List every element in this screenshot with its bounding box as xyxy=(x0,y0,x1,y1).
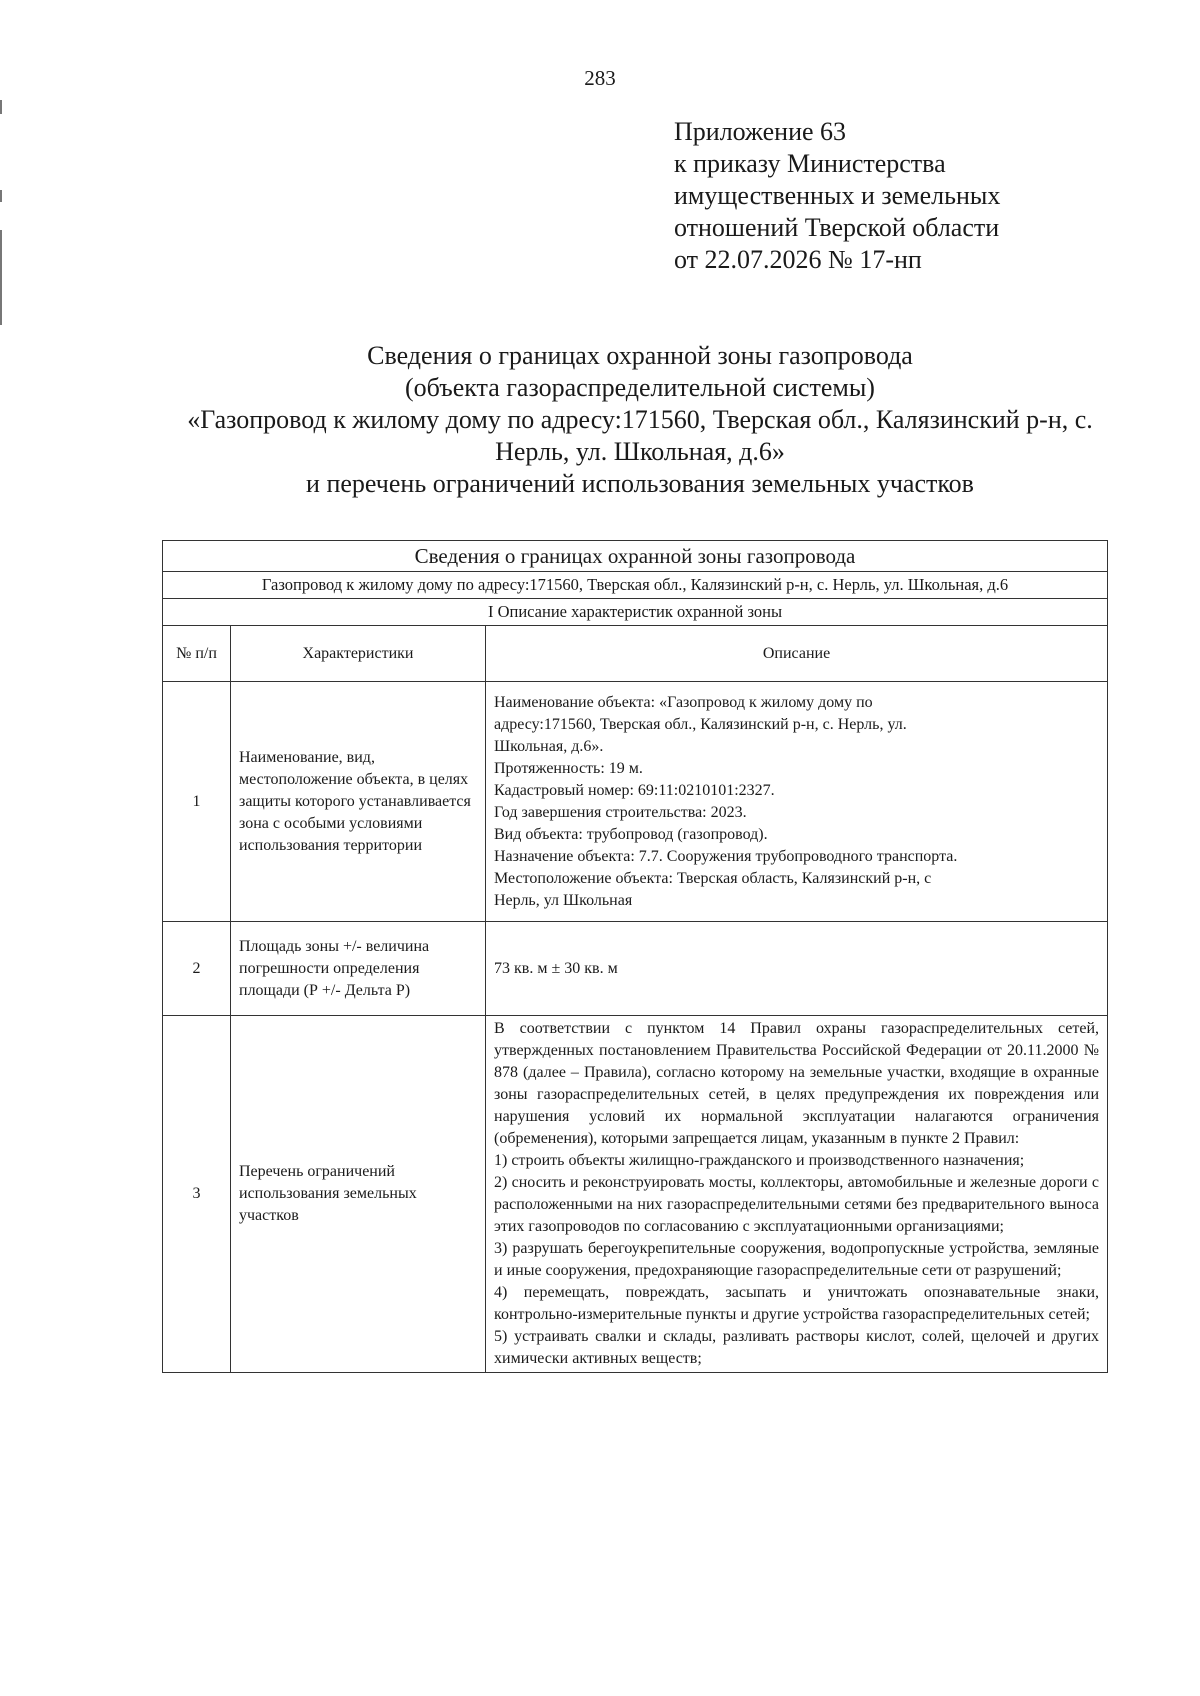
header-num: № п/п xyxy=(163,626,231,682)
appendix-line: Приложение 63 xyxy=(674,117,847,146)
row-num: 3 xyxy=(163,1016,231,1373)
description-paragraph: В соответствии с пунктом 14 Правил охраны газораспределительных сетей, утвержденных постановлением Правительства Российской Федерации от 20.11.2000 № 878 (далее – Правила), согласно которому на земельные участки, входящие в охранные зоны газораспределительных сетей, в целях предупреждения их повреждения или нарушения условий их нормальной эксплуатации налагаются ограничения (обременения), которыми запрещается лицам, указанным в пункте 2 Правил: xyxy=(494,1020,1100,1147)
scan-edge-mark xyxy=(0,100,2,114)
title-line: (объекта газораспределительной системы) xyxy=(405,373,875,402)
row-characteristic: Наименование, вид, местоположение объекта, в целях защиты которого устанавливается зона с особыми условиями использования территории xyxy=(231,682,486,922)
row-description xyxy=(486,1016,1108,1373)
section-row xyxy=(163,599,1108,626)
table-title-row xyxy=(163,541,1108,572)
description-line: Местоположение объекта: Тверская область, Калязинский р-н, с xyxy=(494,869,932,887)
appendix-line: отношений Тверской области xyxy=(674,213,1000,242)
protection-zone-table xyxy=(162,540,1108,1373)
page-number: 283 xyxy=(584,66,616,90)
table-header-row xyxy=(163,626,1108,682)
header-characteristic: Характеристики xyxy=(231,626,486,682)
appendix-line: к приказу Министерства xyxy=(674,149,946,178)
description-paragraph: 5) устраивать свалки и склады, разливать растворы кислот, солей, щелочей и других химически активных веществ; xyxy=(494,1328,1100,1367)
row-description xyxy=(486,682,1108,922)
object-name-row xyxy=(163,572,1108,599)
description-line: Нерль, ул Школьная xyxy=(494,891,633,909)
description-line: Назначение объекта: 7.7. Сооружения трубопроводного транспорта. xyxy=(494,847,958,865)
description-line: Школьная, д.6». xyxy=(494,737,604,755)
row-num: 2 xyxy=(163,922,231,1016)
object-name: Газопровод к жилому дому по адресу:171560, Тверская обл., Калязинский р-н, с. Нерль, ул. Школьная, д.6 xyxy=(163,572,1108,599)
table-title: Сведения о границах охранной зоны газопровода xyxy=(163,541,1108,572)
description-line: Вид объекта: трубопровод (газопровод). xyxy=(494,825,768,843)
description-paragraph: 3) разрушать берегоукрепительные сооружения, водопропускные устройства, земляные и иные сооружения, предохраняющие газораспределительные сети от разрушений; xyxy=(494,1240,1100,1279)
row-characteristic: Перечень ограничений использования земельных участков xyxy=(231,1016,486,1373)
description-paragraph: 2) сносить и реконструировать мосты, коллекторы, автомобильные и железные дороги с расположенными на них газораспределительными сетями без предварительного выноса этих газопроводов по согласованию с эксплуатационными организациями; xyxy=(494,1174,1100,1235)
description-paragraph: 4) перемещать, повреждать, засыпать и уничтожать опознавательные знаки, контрольно-измерительные пункты и другие устройства газораспределительных сетей; xyxy=(494,1284,1100,1323)
row-description: 73 кв. м ± 30 кв. м xyxy=(486,922,1108,1016)
table-row xyxy=(163,1016,1108,1373)
row-num: 1 xyxy=(163,682,231,922)
description-line: Кадастровый номер: 69:11:0210101:2327. xyxy=(494,781,775,799)
appendix-block xyxy=(674,116,1000,276)
table-row xyxy=(163,682,1108,922)
appendix-line: имущественных и земельных xyxy=(674,181,1001,210)
title-line: Сведения о границах охранной зоны газопровода xyxy=(367,341,913,370)
description-line: Год завершения строительства: 2023. xyxy=(494,803,747,821)
document-title xyxy=(160,340,1120,500)
table-row xyxy=(163,922,1108,1016)
description-line: Протяженность: 19 м. xyxy=(494,759,643,777)
description-paragraph: 1) строить объекты жилищно-гражданского и производственного назначения; xyxy=(494,1152,1025,1169)
scan-edge-mark xyxy=(0,190,2,202)
title-line: и перечень ограничений использования земельных участков xyxy=(306,469,974,498)
scan-edge-mark xyxy=(0,230,2,325)
title-line: «Газопровод к жилому дому по адресу:171560, Тверская обл., Калязинский р-н, с. Нерль, ул. Школьная, д.6» xyxy=(187,405,1093,466)
appendix-line: от 22.07.2026 № 17-нп xyxy=(674,245,922,274)
description-line: адресу:171560, Тверская обл., Калязинский р-н, с. Нерль, ул. xyxy=(494,715,907,733)
header-description: Описание xyxy=(486,626,1108,682)
description-line: Наименование объекта: «Газопровод к жилому дому по xyxy=(494,693,873,711)
row-characteristic: Площадь зоны +/- величина погрешности определения площади (Р +/- Дельта Р) xyxy=(231,922,486,1016)
section-title: I Описание характеристик охранной зоны xyxy=(163,599,1108,626)
